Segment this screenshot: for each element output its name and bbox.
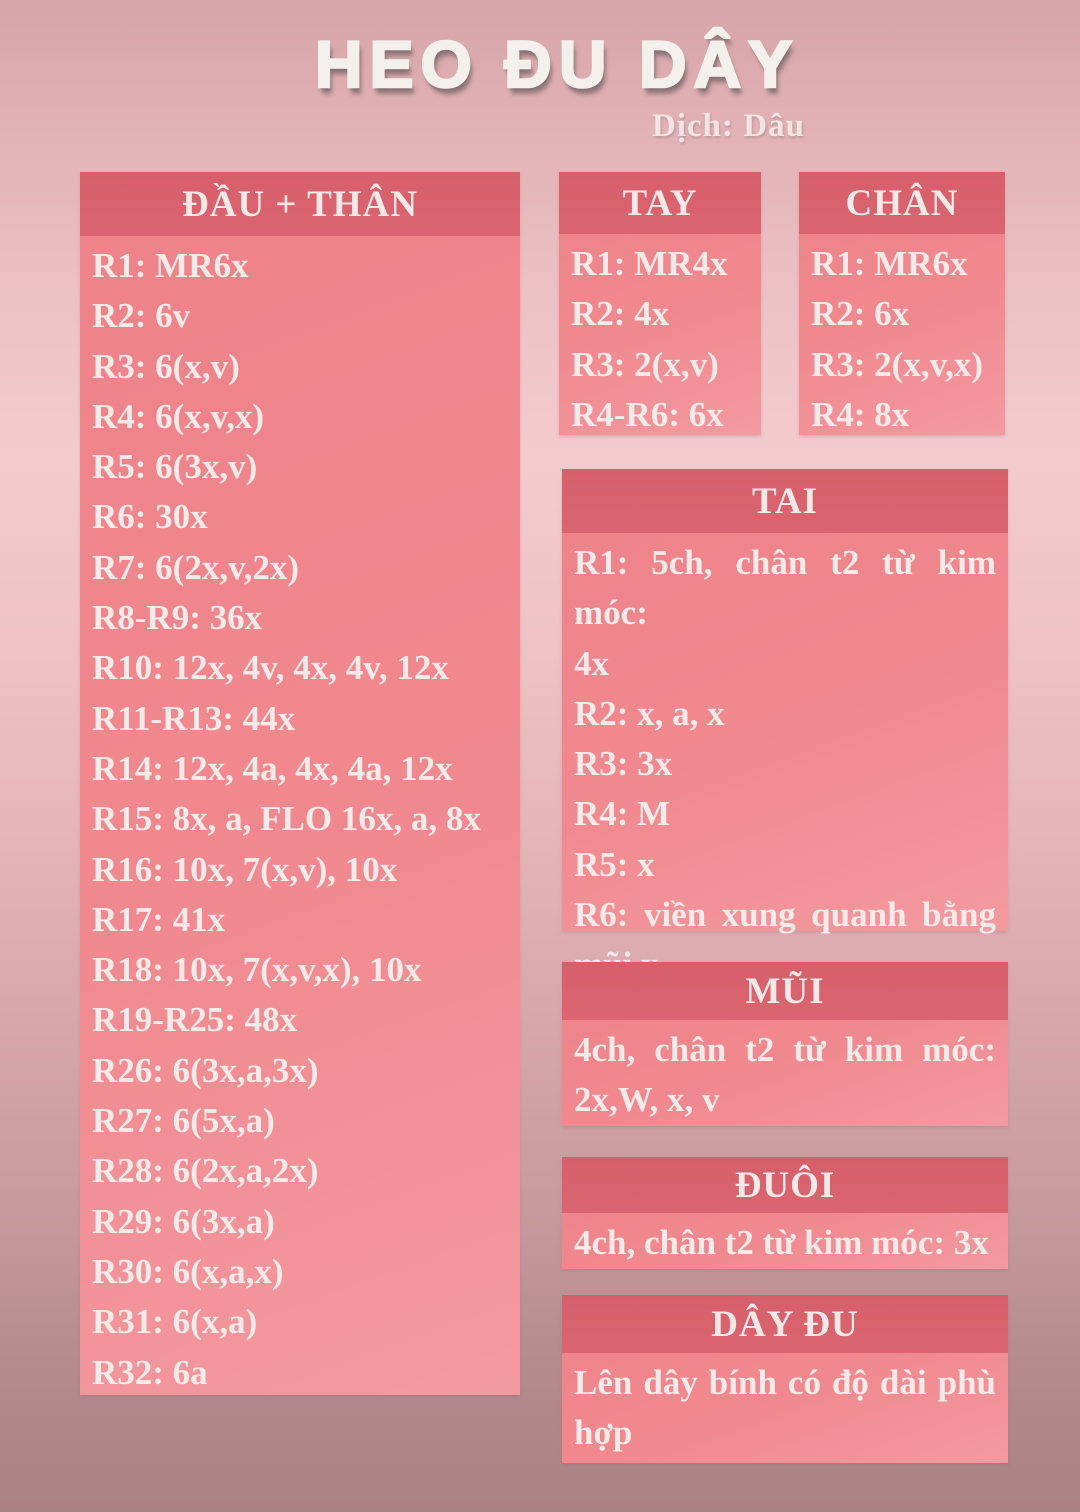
pattern-row: R6: 30x bbox=[92, 497, 208, 537]
panel-arm bbox=[559, 172, 761, 435]
pattern-row: R4: 8x bbox=[811, 394, 910, 434]
pattern-row: R2: 6v bbox=[92, 296, 191, 336]
pattern-row: R2: x, a, x bbox=[574, 693, 725, 733]
pattern-row: R4-R6: 6x bbox=[571, 394, 724, 434]
pattern-row: R17: 41x bbox=[92, 899, 226, 939]
panel-arm-title: TAY bbox=[559, 172, 761, 234]
pattern-row: R32: 6a bbox=[92, 1352, 208, 1392]
panel-nose-title: MŨI bbox=[562, 962, 1008, 1020]
pattern-row: R11-R13: 44x bbox=[92, 698, 296, 738]
pattern-row: R7: 6(2x,v,2x) bbox=[92, 547, 300, 587]
panel-tail-title: ĐUÔI bbox=[562, 1157, 1008, 1213]
pattern-row: R8-R9: 36x bbox=[92, 598, 263, 638]
panel-ear bbox=[562, 469, 1008, 935]
pattern-row: R1: 5ch, chân t2 từ kim móc: bbox=[574, 543, 996, 633]
pattern-row: R1: MR4x bbox=[571, 244, 728, 283]
panel-leg-rows bbox=[799, 234, 1005, 440]
translator-credit: Dịch: Dâu bbox=[652, 108, 805, 144]
panel-nose-rows bbox=[562, 1020, 1008, 1126]
pattern-row: Lên dây bính có độ dài phù bbox=[574, 1363, 996, 1402]
pattern-row: R4: 6(x,v,x) bbox=[92, 396, 265, 436]
panel-ear-title: TAI bbox=[562, 469, 1008, 533]
pattern-row: R27: 6(5x,a) bbox=[92, 1101, 275, 1141]
pattern-row: R3: 2(x,v) bbox=[571, 344, 719, 384]
pattern-row: R5: 6(3x,v) bbox=[92, 447, 258, 487]
pattern-row: 2x,W, x, v bbox=[574, 1080, 720, 1120]
pattern-row: R3: 6(x,v) bbox=[92, 346, 240, 386]
panel-ear-rows bbox=[562, 533, 1008, 991]
panel-swing-rope-title: DÂY ĐU bbox=[562, 1295, 1008, 1353]
panel-nose bbox=[562, 962, 1008, 1126]
pattern-row: R1: MR6x bbox=[811, 244, 968, 283]
pattern-row: R6: viền xung quanh bằng bbox=[574, 895, 996, 935]
pattern-row: R1: MR6x bbox=[92, 246, 249, 285]
pattern-row: 4ch, chân t2 từ kim móc: 3x bbox=[574, 1223, 989, 1262]
pattern-row: R29: 6(3x,a) bbox=[92, 1201, 275, 1241]
pattern-row: 4ch, chân t2 từ kim móc: bbox=[574, 1030, 996, 1069]
pattern-row: R30: 6(x,a,x) bbox=[92, 1251, 284, 1291]
pattern-row: R28: 6(2x,a,2x) bbox=[92, 1151, 319, 1191]
panel-head-body-rows bbox=[80, 236, 520, 1398]
pattern-row: R26: 6(3x,a,3x) bbox=[92, 1050, 319, 1090]
pattern-row: R2: 6x bbox=[811, 294, 910, 334]
pattern-row: R3: 2(x,v,x) bbox=[811, 344, 984, 384]
panel-tail-rows bbox=[562, 1213, 1008, 1268]
panel-leg bbox=[799, 172, 1005, 435]
panel-head-body-title: ĐẦU + THÂN bbox=[80, 172, 520, 236]
pattern-row: R3: 3x bbox=[574, 744, 673, 784]
panel-swing-rope-rows bbox=[562, 1353, 1008, 1459]
panel-leg-title: CHÂN bbox=[799, 172, 1005, 234]
panel-tail bbox=[562, 1157, 1008, 1269]
pattern-row: R16: 10x, 7(x,v), 10x bbox=[92, 849, 398, 889]
pattern-row: R10: 12x, 4v, 4x, 4v, 12x bbox=[92, 648, 449, 688]
pattern-row: R15: 8x, a, FLO 16x, a, 8x bbox=[92, 799, 481, 839]
pattern-row: R18: 10x, 7(x,v,x), 10x bbox=[92, 950, 422, 990]
page-title: HEO ĐU DÂY bbox=[314, 27, 800, 101]
pattern-row: R19-R25: 48x bbox=[92, 1000, 298, 1040]
panel-swing-rope bbox=[562, 1295, 1008, 1463]
pattern-row: R5: x bbox=[574, 844, 655, 884]
pattern-row: 4x bbox=[574, 643, 609, 683]
panel-arm-rows bbox=[559, 234, 761, 440]
pattern-row: R4: M bbox=[574, 794, 671, 834]
pattern-row: R14: 12x, 4a, 4x, 4a, 12x bbox=[92, 748, 453, 788]
pattern-row: R31: 6(x,a) bbox=[92, 1302, 258, 1342]
pattern-row: hợp bbox=[574, 1413, 633, 1453]
pattern-row: R2: 4x bbox=[571, 294, 670, 334]
panel-head-body bbox=[80, 172, 520, 1395]
